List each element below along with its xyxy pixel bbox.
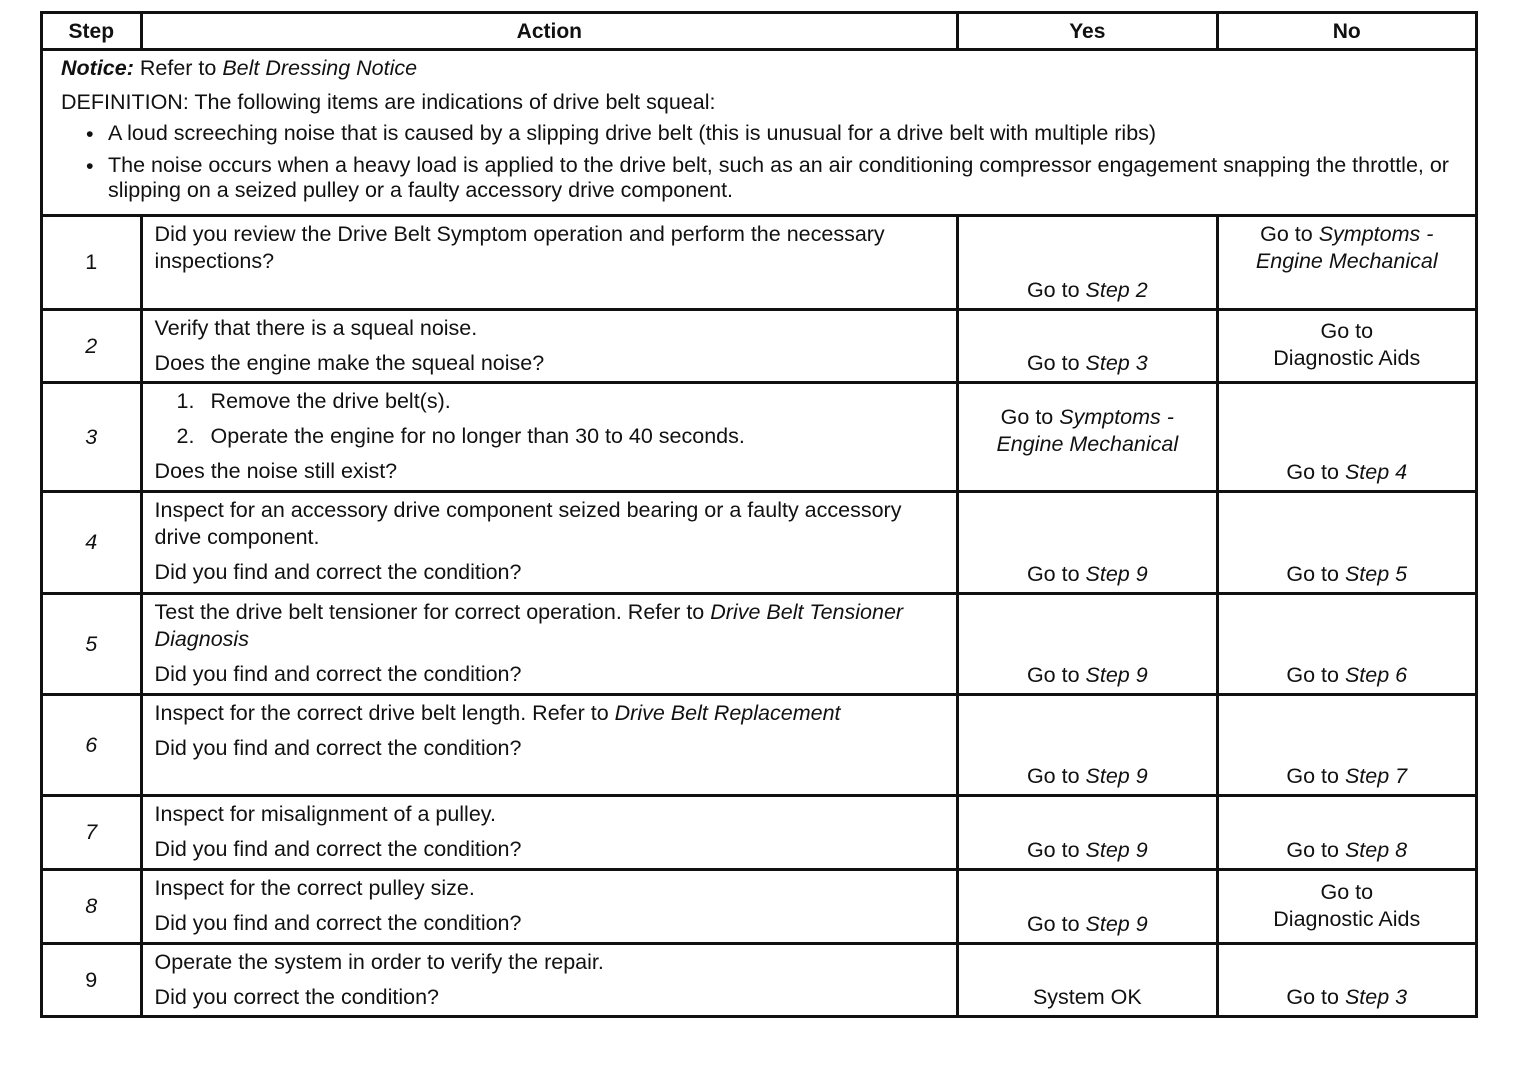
bullet-text: The noise occurs when a heavy load is applied to the drive belt, such as an air conditioning compressor engagement snapping the throttle, or slipping on a seized pulley or a faulty accessory drive component.	[108, 153, 1449, 202]
step-ref-link[interactable]: Step 9	[1085, 764, 1148, 788]
go-to-label: Go to	[1286, 838, 1339, 862]
step-ref-link[interactable]: Step 8	[1344, 838, 1408, 862]
notice-text: Refer to	[139, 56, 217, 80]
step-row	[42, 383, 1477, 492]
step-row	[42, 310, 1477, 383]
bullet-item	[61, 153, 1457, 203]
go-to-label: Go to	[1026, 663, 1080, 687]
go-to-label: Go to	[1286, 562, 1339, 586]
notice-label: Notice:	[61, 56, 134, 80]
go-to-label: Go to	[1286, 985, 1339, 1009]
go-to-label: Go to	[1286, 460, 1339, 484]
notice-row	[42, 50, 1477, 216]
step-ref-link[interactable]: Step 3	[1085, 351, 1148, 375]
step-number: 9	[42, 944, 142, 1017]
action-question: Did you correct the condition?	[154, 985, 439, 1009]
action-question: Does the engine make the squeal noise?	[154, 351, 545, 375]
step-ref-link[interactable]: Step 5	[1344, 562, 1408, 586]
action-text: Inspect for misalignment of a pulley.	[154, 802, 496, 826]
header-step: Step	[42, 13, 142, 50]
step-ref-link[interactable]: Step 3	[1344, 985, 1408, 1009]
go-to-label: Go to	[1000, 405, 1054, 429]
yes-cell	[958, 944, 1217, 1017]
step-ref-link[interactable]: Step 2	[1085, 278, 1148, 302]
go-to-label: Go to	[1026, 278, 1080, 302]
go-to-label: Go to	[1026, 838, 1080, 862]
header-action: Action	[141, 13, 958, 50]
action-text: Verify that there is a squeal noise.	[154, 316, 478, 340]
step-ref-link[interactable]: Step 9	[1085, 663, 1148, 687]
action-text: Inspect for the correct pulley size.	[154, 876, 475, 900]
go-to-label: Go to	[1026, 912, 1080, 936]
action-text: Inspect for the correct drive belt length. Refer to Drive Belt Replacement	[154, 701, 841, 725]
ref-link[interactable]: Symptoms -	[1318, 222, 1434, 246]
action-text: Inspect for an accessory drive component seized bearing or a faulty accessory drive component.	[154, 498, 902, 549]
diagnostic-table	[40, 11, 1478, 1018]
notice-ref-link[interactable]: Belt Dressing Notice	[222, 56, 418, 80]
action-question: Did you find and correct the condition?	[154, 560, 522, 584]
step-action	[141, 383, 958, 492]
step-row	[42, 695, 1477, 796]
step-row	[42, 492, 1477, 594]
diagnostic-aids-link[interactable]: Diagnostic Aids	[1273, 346, 1421, 370]
action-question: Did you find and correct the condition?	[154, 837, 522, 861]
step-action	[141, 594, 958, 695]
ref-link[interactable]: Engine Mechanical	[1255, 249, 1438, 273]
step-number: 3	[42, 383, 142, 492]
yes-cell[interactable]	[958, 695, 1217, 796]
action-text: Operate the system in order to verify the repair.	[154, 950, 604, 974]
no-cell[interactable]	[1217, 870, 1476, 944]
go-to-label: Go to	[1026, 562, 1080, 586]
action-text: Test the drive belt tensioner for correct operation. Refer to Drive Belt Tensioner Diagnosis	[154, 600, 904, 651]
step-action	[141, 216, 958, 310]
go-to-label: Go to	[1320, 319, 1374, 343]
header-yes: Yes	[958, 13, 1217, 50]
bullet-text: A loud screeching noise that is caused by a slipping drive belt (this is unusual for a drive belt with multiple ribs)	[108, 121, 1157, 145]
step-row	[42, 870, 1477, 944]
sub-step: 1. Remove the drive belt(s).	[176, 389, 451, 413]
step-ref-link[interactable]: Step 6	[1344, 663, 1408, 687]
step-ref-link[interactable]: Step 9	[1085, 912, 1148, 936]
step-ref-link[interactable]: Step 7	[1344, 764, 1408, 788]
step-action	[141, 492, 958, 594]
go-to-label: Go to	[1026, 764, 1080, 788]
no-cell[interactable]	[1217, 695, 1476, 796]
sub-step: 2. Operate the engine for no longer than 30 to 40 seconds.	[176, 424, 745, 448]
step-ref-link[interactable]: Step 4	[1344, 460, 1408, 484]
definition-text: DEFINITION: The following items are indications of drive belt squeal:	[61, 90, 716, 114]
header-row	[42, 13, 1477, 50]
yes-cell[interactable]	[958, 492, 1217, 594]
step-number: 2	[42, 310, 142, 383]
step-action	[141, 870, 958, 944]
go-to-label: Go to	[1320, 879, 1374, 904]
procedure-ref-link[interactable]: Drive Belt Replacement	[614, 701, 841, 725]
step-row	[42, 944, 1477, 1017]
action-question: Did you find and correct the condition?	[154, 736, 522, 760]
step-row	[42, 796, 1477, 870]
yes-cell[interactable]	[958, 383, 1217, 492]
diagnostic-aids-link[interactable]: Diagnostic Aids	[1273, 906, 1421, 931]
ref-link[interactable]: Engine Mechanical	[996, 432, 1179, 456]
no-cell[interactable]	[1217, 796, 1476, 870]
action-question: Does the noise still exist?	[154, 459, 398, 483]
no-cell[interactable]	[1217, 216, 1476, 310]
go-to-label: Go to	[1286, 663, 1339, 687]
yes-cell[interactable]	[958, 796, 1217, 870]
go-to-label: Go to	[1260, 222, 1313, 246]
step-number: 5	[42, 594, 142, 695]
no-cell[interactable]	[1217, 944, 1476, 1017]
system-ok-text: System OK	[1032, 985, 1142, 1009]
step-number: 4	[42, 492, 142, 594]
step-number: 1	[42, 216, 142, 310]
no-cell[interactable]	[1217, 594, 1476, 695]
yes-cell[interactable]	[958, 216, 1217, 310]
step-row	[42, 216, 1477, 310]
step-ref-link[interactable]: Step 9	[1085, 838, 1148, 862]
bullet-icon: •	[86, 122, 94, 146]
step-ref-link[interactable]: Step 9	[1085, 562, 1148, 586]
header-no: No	[1217, 13, 1476, 50]
ref-link[interactable]: Symptoms -	[1059, 405, 1174, 429]
notice-line	[61, 55, 1457, 81]
step-action	[141, 695, 958, 796]
yes-cell[interactable]	[958, 594, 1217, 695]
go-to-label: Go to	[1026, 351, 1080, 375]
action-text: Did you review the Drive Belt Symptom operation and perform the necessary inspections?	[154, 222, 885, 273]
no-cell[interactable]	[1217, 492, 1476, 594]
no-cell[interactable]	[1217, 310, 1476, 383]
notice-cell	[42, 50, 1477, 216]
yes-cell[interactable]	[958, 310, 1217, 383]
step-action	[141, 796, 958, 870]
procedure-ref-link[interactable]: Drive Belt Tensioner Diagnosis	[154, 600, 904, 651]
step-action	[141, 944, 958, 1017]
bullet-item	[61, 121, 1457, 147]
step-number: 7	[42, 796, 142, 870]
step-row	[42, 594, 1477, 695]
no-cell[interactable]	[1217, 383, 1476, 492]
action-question: Did you find and correct the condition?	[154, 662, 522, 686]
bullet-icon: •	[86, 154, 94, 178]
action-question: Did you find and correct the condition?	[154, 911, 522, 935]
step-number: 8	[42, 870, 142, 944]
go-to-label: Go to	[1286, 764, 1339, 788]
step-action	[141, 310, 958, 383]
step-number: 6	[42, 695, 142, 796]
yes-cell[interactable]	[958, 870, 1217, 944]
